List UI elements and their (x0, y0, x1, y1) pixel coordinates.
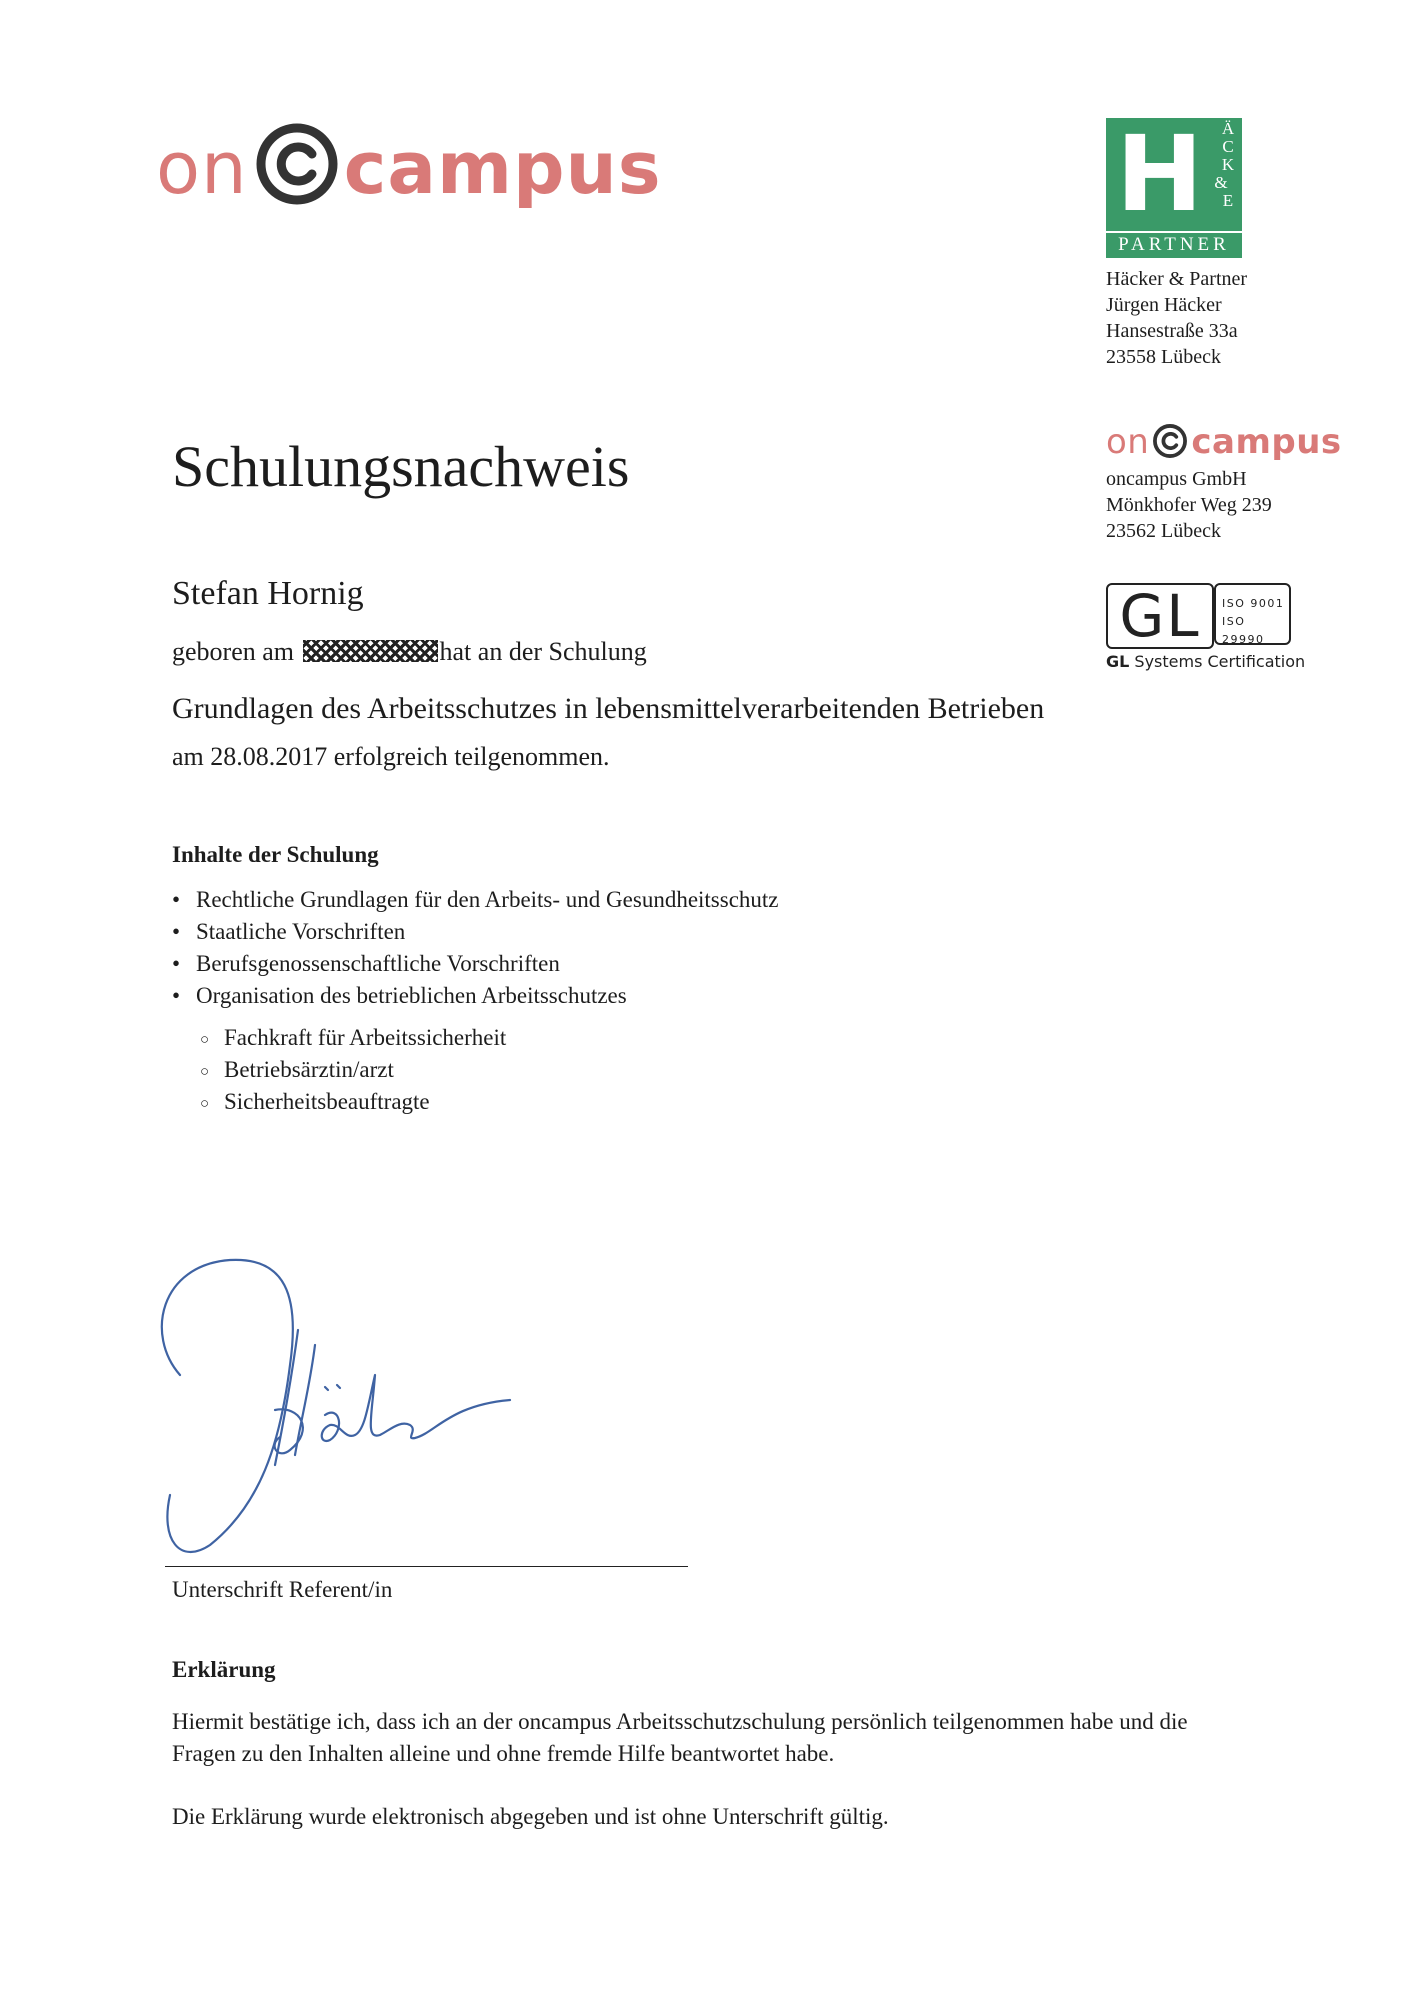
list-item: • Staatliche Vorschriften (172, 916, 779, 948)
list-item: • Berufsgenossenschaftliche Vorschriften (172, 948, 779, 980)
birth-line (172, 636, 647, 668)
redacted-birthdate (303, 640, 438, 662)
gl-logo-letters: GL (1106, 583, 1214, 649)
oncampus-address (1106, 466, 1272, 544)
declaration-heading: Erklärung (172, 1657, 276, 1682)
list-item: • Organisation des betrieblichen Arbeitsschutzes (172, 980, 779, 1012)
signature-line (165, 1566, 688, 1567)
logo-campus-text: campus (343, 126, 662, 210)
address-line: Hansestraße 33a (1106, 320, 1238, 342)
haecker-partner-logo (1106, 113, 1242, 258)
hp-letter: K (1221, 155, 1235, 174)
address-line: Häcker & Partner (1106, 268, 1248, 290)
contents-sublist (200, 1022, 506, 1118)
address-line: 23562 Lübeck (1106, 520, 1221, 542)
address-line: Jürgen Häcker (1106, 294, 1222, 316)
address-line: 23558 Lübeck (1106, 346, 1221, 368)
hp-logo-h: H (1116, 113, 1204, 235)
address-line: Mönkhofer Weg 239 (1106, 494, 1272, 516)
hp-address (1106, 266, 1247, 370)
sublist-item: ○ Sicherheitsbeauftragte (200, 1086, 506, 1118)
iso-line: ISO 9001 (1222, 597, 1285, 610)
small-logo-campus-text: campus (1191, 422, 1342, 462)
sublist-item: ○ Betriebsärztin/arzt (200, 1054, 506, 1086)
small-logo-on-text: on (1106, 422, 1150, 462)
completion-line: am 28.08.2017 erfolgreich teilgenommen. (172, 742, 610, 771)
signature-caption: Unterschrift Referent/in (172, 1577, 393, 1602)
declaration-text: Hiermit bestätige ich, dass ich an der oncampus Arbeitsschutzschulung persönlich teilgenommen habe und die Fragen zu den Inhalten alleine und ohne fremde Hilfe beantwortet habe. (172, 1709, 1188, 1766)
logo-on-text: on (156, 126, 248, 210)
contents-heading: Inhalte der Schulung (172, 842, 379, 867)
handwritten-signature (150, 1255, 530, 1560)
copyright-circle-icon (254, 121, 340, 207)
person-name: Stefan Hornig (172, 575, 364, 612)
hp-letter: Ä (1221, 119, 1235, 138)
gl-certification-logo (1106, 583, 1291, 650)
course-name: Grundlagen des Arbeitsschutzes in lebensmittelverarbeitenden Betrieben (172, 692, 1045, 725)
hp-ampersand: & (1214, 173, 1228, 192)
copyright-circle-icon (1152, 423, 1188, 459)
declaration-note: Die Erklärung wurde elektronisch abgegeben und ist ohne Unterschrift gültig. (172, 1804, 889, 1829)
document-title: Schulungsnachweis (172, 434, 630, 499)
gl-caption-bold: GL (1106, 652, 1130, 671)
birth-suffix: hat an der Schulung (439, 637, 647, 666)
oncampus-logo (156, 118, 662, 218)
sublist-item: ○ Fachkraft für Arbeitssicherheit (200, 1022, 506, 1054)
oncampus-small-logo (1106, 420, 1342, 464)
list-item: • Rechtliche Grundlagen für den Arbeits- und Gesundheitsschutz (172, 884, 779, 916)
address-line: oncampus GmbH (1106, 468, 1247, 490)
hp-letter: C (1222, 137, 1234, 156)
gl-caption-rest: Systems Certification (1129, 652, 1306, 671)
birth-prefix: geboren am (172, 637, 301, 666)
hp-logo-partner: PARTNER (1106, 231, 1242, 256)
gl-caption (1106, 652, 1305, 671)
hp-letter: E (1222, 191, 1234, 210)
iso-line: ISO 29990 (1222, 615, 1265, 646)
hp-logo-letters (1214, 119, 1238, 210)
contents-list (172, 884, 779, 1012)
gl-logo-iso (1214, 583, 1291, 645)
